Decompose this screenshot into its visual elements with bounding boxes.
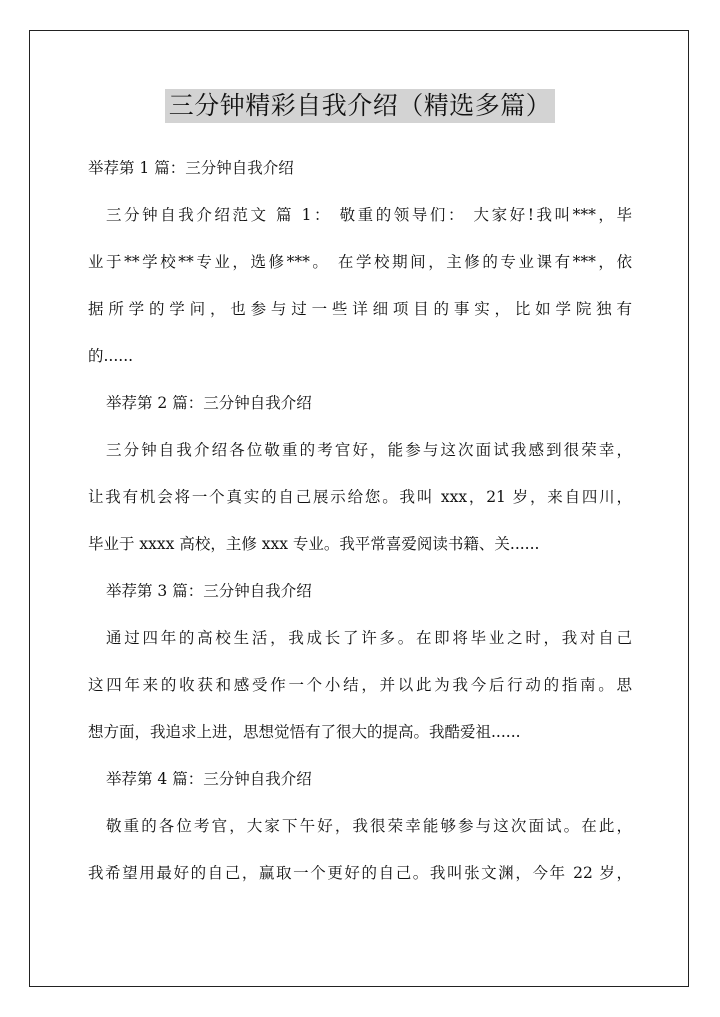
- paragraph-line: 毕业于 xxxx 高校，主修 xxx 专业。我平常喜爱阅读书籍、关......: [88, 535, 540, 553]
- section-heading-1: 举荐第 1 篇：三分钟自我介绍: [88, 159, 294, 177]
- paragraph-line: 业于**学校**专业，选修***。 在学校期间，主修的专业课有***，依: [88, 253, 632, 271]
- paragraph-line: 通过四年的高校生活，我成长了许多。在即将毕业之时，我对自己: [106, 629, 632, 647]
- title-container: [0, 89, 720, 123]
- paragraph-line: 我希望用最好的自己，赢取一个更好的自己。我叫张文渊，今年 22 岁，: [88, 864, 632, 882]
- section-heading-3: 举荐第 3 篇：三分钟自我介绍: [106, 582, 312, 600]
- section-heading-2: 举荐第 2 篇：三分钟自我介绍: [106, 394, 312, 412]
- paragraph-line: 的......: [88, 347, 134, 365]
- document-title: 三分钟精彩自我介绍（精选多篇）: [165, 89, 556, 123]
- paragraph-line: 三分钟自我介绍各位敬重的考官好，能参与这次面试我感到很荣幸，: [106, 441, 632, 459]
- paragraph-line: 三分钟自我介绍范文 篇 1： 敬重的领导们： 大家好!我叫***，毕: [106, 206, 632, 224]
- paragraph-line: 据所学的学问，也参与过一些详细项目的事实，比如学院独有: [88, 300, 632, 318]
- paragraph-line: 让我有机会将一个真实的自己展示给您。我叫 xxx，21 岁，来自四川，: [88, 488, 632, 506]
- section-heading-4: 举荐第 4 篇：三分钟自我介绍: [106, 770, 312, 788]
- paragraph-line: 敬重的各位考官，大家下午好，我很荣幸能够参与这次面试。在此，: [106, 817, 632, 835]
- paragraph-line: 这四年来的收获和感受作一个小结，并以此为我今后行动的指南。思: [88, 676, 632, 694]
- paragraph-line: 想方面，我追求上进，思想觉悟有了很大的提高。我酷爱祖......: [88, 723, 521, 741]
